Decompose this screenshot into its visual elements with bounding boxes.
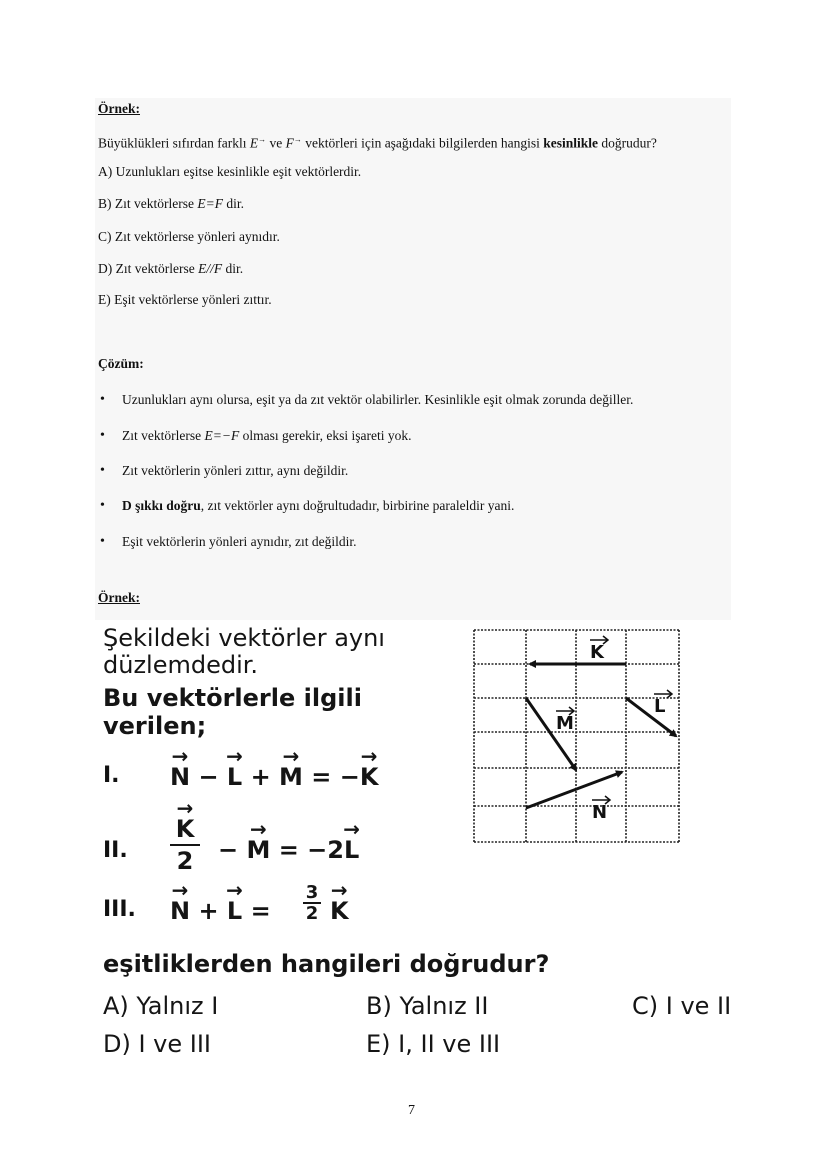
solution-item-1: Uzunlukları aynı olursa, eşit ya da zıt vektör olabilirler. Kesinlikle eşit olmak zorunda değiller. (122, 392, 634, 407)
example-heading: Örnek: (98, 101, 140, 116)
page-number: 7 (408, 1103, 415, 1118)
option-d: D) Zıt vektörlerse E//F dir. (98, 261, 244, 276)
bullet-icon: • (100, 463, 105, 478)
option-e: E) Eşit vektörlerse yönleri zıttır. (98, 292, 272, 307)
roman-iii: III. (103, 897, 136, 922)
option-b: B) Zıt vektörlerse E=F dir. (98, 196, 244, 211)
label-m: M (556, 713, 574, 734)
grid-lines (474, 630, 679, 842)
answer-d: D) I ve III (103, 1030, 212, 1058)
equation-3: → N + → L = (170, 897, 271, 925)
q2-line3: Bu vektörlerle ilgili (103, 684, 362, 712)
vector-m (526, 698, 576, 770)
label-k: K (590, 642, 604, 663)
fraction-k-over-2: → K 2 (170, 815, 200, 875)
option-c: C) Zıt vektörlerse yönleri aynıdır. (98, 229, 280, 244)
solution-item-3: Zıt vektörlerin yönleri zıttır, aynı değildir. (122, 463, 349, 478)
vector-grid-figure (472, 628, 682, 848)
q2-question: eşitliklerden hangileri doğrudur? (103, 950, 550, 978)
answer-a: A) Yalnız I (103, 992, 219, 1020)
equation-3-k: → K (330, 897, 349, 925)
q2-line4: verilen; (103, 712, 207, 740)
answer-b: B) Yalnız II (366, 992, 489, 1020)
roman-i: I. (103, 763, 120, 788)
label-l: L (654, 696, 666, 717)
q2-line1: Şekildeki vektörler aynı (103, 624, 385, 652)
option-a: A) Uzunlukları eşitse kesinlikle eşit vektörlerdir. (98, 164, 362, 179)
solution-item-5: Eşit vektörlerin yönleri aynıdır, zıt değildir. (122, 534, 357, 549)
equation-2: − → M = −2→ L (218, 836, 359, 864)
solution-item-2: Zıt vektörlerse E=−F olması gerekir, eksi işareti yok. (122, 428, 412, 443)
solution-item-4: D şıkkı doğru, zıt vektörler aynı doğrultudadır, birbirine paraleldir yani. (122, 498, 515, 513)
fraction-3-over-2: 3 2 (303, 883, 321, 923)
roman-ii: II. (103, 838, 128, 863)
vector-l (626, 698, 676, 736)
answer-e: E) I, II ve III (366, 1030, 501, 1058)
equation-1: → N − → L + → M = −→ K (170, 763, 378, 791)
q2-line2: düzlemdedir. (103, 651, 259, 679)
answer-c: C) I ve II (632, 992, 732, 1020)
question-text: Büyüklükleri sıfırdan farklı E→ ve F→ vektörleri için aşağıdaki bilgilerden hangisi kesinlikle doğrudur? (98, 135, 657, 151)
bullet-icon: • (100, 534, 105, 549)
solution-heading: Çözüm: (98, 356, 144, 371)
label-n: N (592, 802, 608, 823)
bullet-icon: • (100, 392, 105, 407)
example2-heading: Örnek: (98, 590, 140, 605)
bullet-icon: • (100, 428, 105, 443)
bullet-icon: • (100, 498, 105, 513)
